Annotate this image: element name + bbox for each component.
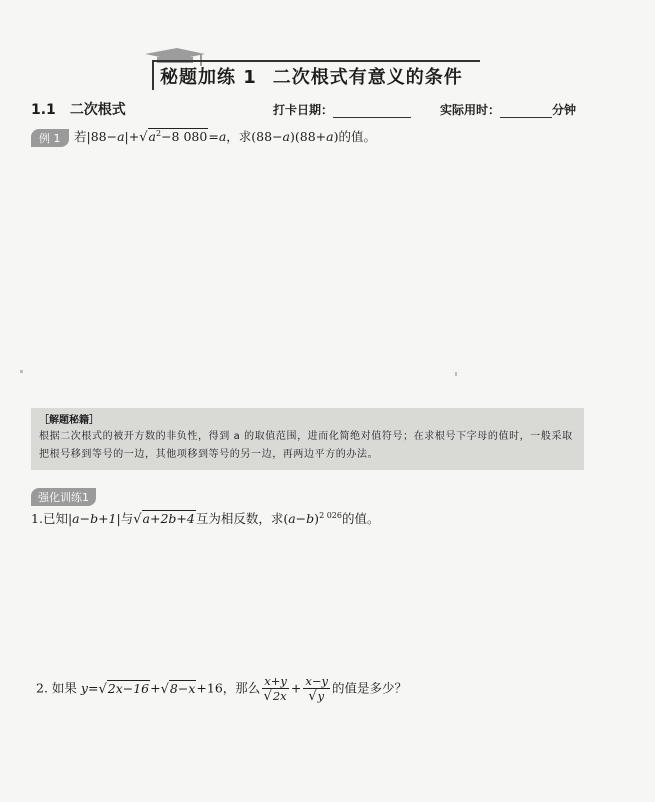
example-text-1: 若|88− [74, 129, 118, 144]
q2-var-y: y [80, 680, 88, 696]
solution-tip-box [31, 408, 584, 470]
section-number: 1.1 [31, 102, 56, 118]
scan-dot [455, 372, 457, 376]
q2-number: 2. [36, 680, 48, 696]
q2-radicand-1: 2x−16 [107, 680, 150, 696]
q1-text-3: 互为相反数，求( [195, 511, 289, 526]
q2-frac1-numerator: x+y [264, 674, 287, 688]
q2-equals: = [87, 680, 99, 696]
time-label: 实际用时： [440, 103, 501, 117]
example-var: a [117, 129, 125, 144]
title-left: 秘题加练 1 [160, 67, 257, 88]
q2-square-root-2: √8−x [160, 680, 196, 697]
example-text-2: |+ [124, 129, 140, 144]
q1-abs-expr: a−b+1 [72, 511, 117, 526]
q1-text-4: 的值。 [341, 511, 380, 526]
page-title [152, 60, 480, 90]
q1-radicand: a+2b+4 [142, 511, 195, 526]
square-root: $√a^2-8$ 080 [139, 128, 208, 145]
example-text-4: )(88+ [290, 129, 327, 144]
q2-plus-2: + [290, 680, 302, 696]
q1-exponent: 2 026 [319, 510, 342, 520]
radicand-var: a [148, 129, 156, 144]
q2-fraction-2: $\frac{x-y}{√y}$ [305, 674, 329, 704]
time-blank[interactable] [500, 103, 552, 118]
example-text-3: ，求(88− [226, 129, 283, 144]
question-1 [31, 509, 379, 527]
radicand-rest: −8 080 [161, 129, 208, 144]
question-2 [36, 674, 407, 704]
q1-base: a−b [288, 511, 315, 526]
q2-text-2: +16，那么 [196, 680, 261, 696]
section-heading [31, 99, 126, 119]
checkin-date [273, 101, 411, 118]
actual-time [440, 101, 576, 118]
radicand-exponent: 2 [155, 128, 162, 138]
example-equals: = [208, 129, 219, 144]
example-badge: 例 1 [31, 129, 69, 147]
q2-text-3: 的值是多少？ [332, 680, 408, 696]
q2-plus: + [150, 680, 161, 696]
q1-number: 1. [31, 511, 43, 526]
q2-frac1-denominator: 2x [272, 689, 287, 703]
q2-frac2-denominator: y [317, 689, 325, 703]
q2-text-1: 如果 [51, 680, 81, 696]
checkin-date-blank[interactable] [333, 103, 411, 118]
q2-fraction-1: $\frac{x+y}{√2x}$ [263, 674, 287, 704]
tip-heading: ［解题秘籍］ [39, 415, 99, 426]
q1-square-root: √a+2b+4 [133, 511, 195, 527]
scan-dot [20, 370, 23, 373]
q1-paren: ) [314, 511, 320, 526]
training-badge: 强化训练1 [31, 488, 96, 506]
example-var-2: a [218, 129, 227, 144]
tip-line-2: 把根号移到等号的一边，其他项移到等号的另一边，再两边平方的办法。 [39, 449, 379, 460]
q1-text-2: |与 [116, 511, 134, 526]
section-name: 二次根式 [69, 102, 126, 118]
q2-frac2-numerator: x−y [305, 674, 329, 688]
tip-line-1: 根据二次根式的被开方数的非负性，得到 a 的取值范围，进而化简绝对值符号；在求根号下字母的值时，一般采取 [39, 431, 573, 442]
time-unit: 分钟 [552, 103, 577, 117]
example-var-4: a [326, 129, 334, 144]
q2-radicand-2: 8−x [169, 680, 196, 696]
q2-square-root-1: √2x−16 [98, 680, 150, 697]
title-right: 二次根式有意义的条件 [272, 67, 463, 88]
q1-text-1: 已知| [42, 511, 73, 526]
example-var-3: a [282, 129, 290, 144]
example-problem [74, 127, 376, 145]
checkin-label: 打卡日期： [273, 103, 334, 117]
example-text-5: )的值。 [333, 129, 376, 144]
